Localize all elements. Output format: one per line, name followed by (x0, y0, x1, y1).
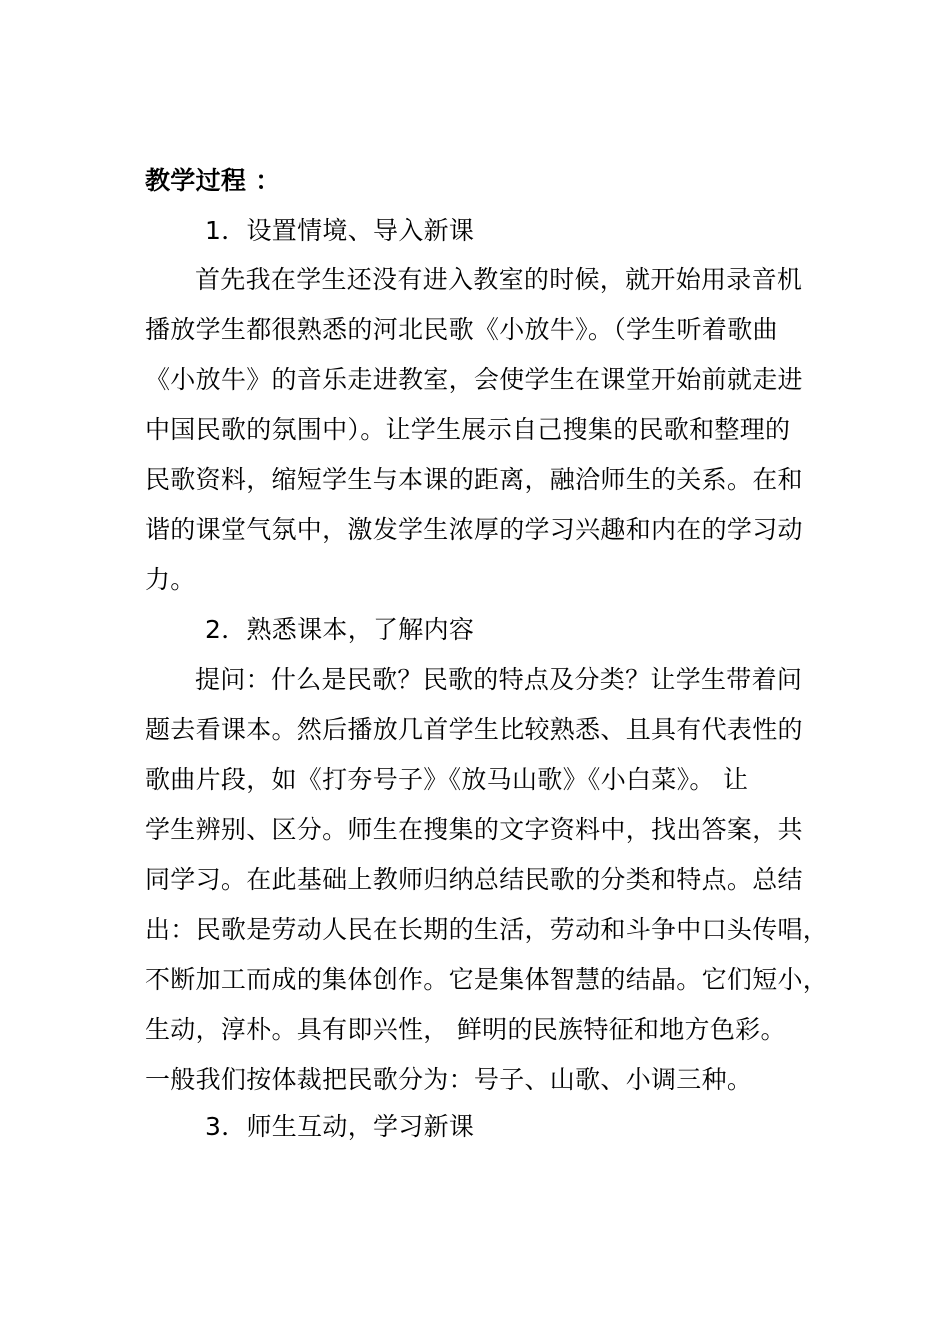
paragraph-line: 中国民歌的氛围中）。让学生展示自己搜集的民歌和整理的 (145, 415, 791, 444)
paragraph-line: 提问：什么是民歌？民歌的特点及分类？让学生带着问 (195, 665, 803, 694)
paragraph-line: 谐的课堂气氛中，激发学生浓厚的学习兴趣和内在的学习动 (145, 515, 803, 544)
paragraph-line: 不断加工而成的集体创作。它是集体智慧的结晶。它们短小， (145, 965, 829, 994)
paragraph-line: 《小放牛》的音乐走进教室，会使学生在课堂开始前就走进 (145, 365, 803, 394)
paragraph-line: 出：民歌是劳动人民在长期的生活，劳动和斗争中口头传唱， (145, 915, 829, 944)
section-1-title: 1．设置情境、导入新课 (205, 216, 475, 245)
section-2-title: 2．熟悉课本，了解内容 (205, 615, 475, 644)
section-3-title: 3．师生互动，学习新课 (205, 1112, 475, 1141)
paragraph-line: 同学习。在此基础上教师归纳总结民歌的分类和特点。总结 (145, 865, 803, 894)
section-heading: 教学过程 ： (145, 166, 281, 195)
paragraph-line: 题去看课本。然后播放几首学生比较熟悉、且具有代表性的 (145, 715, 803, 744)
paragraph-line: 播放学生都很熟悉的河北民歌《小放牛》。（学生听着歌曲 (145, 315, 778, 344)
paragraph-line: 学生辨别、区分。师生在搜集的文字资料中，找出答案，共 (145, 815, 803, 844)
paragraph-line: 首先我在学生还没有进入教室的时候，就开始用录音机 (195, 265, 803, 294)
paragraph-line: 民歌资料，缩短学生与本课的距离，融洽师生的关系。在和 (145, 465, 803, 494)
paragraph-line: 歌曲片段，如《打夯号子》《放马山歌》《小白菜》。 让 (145, 765, 749, 794)
paragraph-line: 一般我们按体裁把民歌分为：号子、山歌、小调三种。 (145, 1065, 753, 1094)
paragraph-line: 生动，淳朴。具有即兴性， 鲜明的民族特征和地方色彩。 (145, 1015, 786, 1044)
paragraph-line: 力。 (145, 565, 196, 594)
